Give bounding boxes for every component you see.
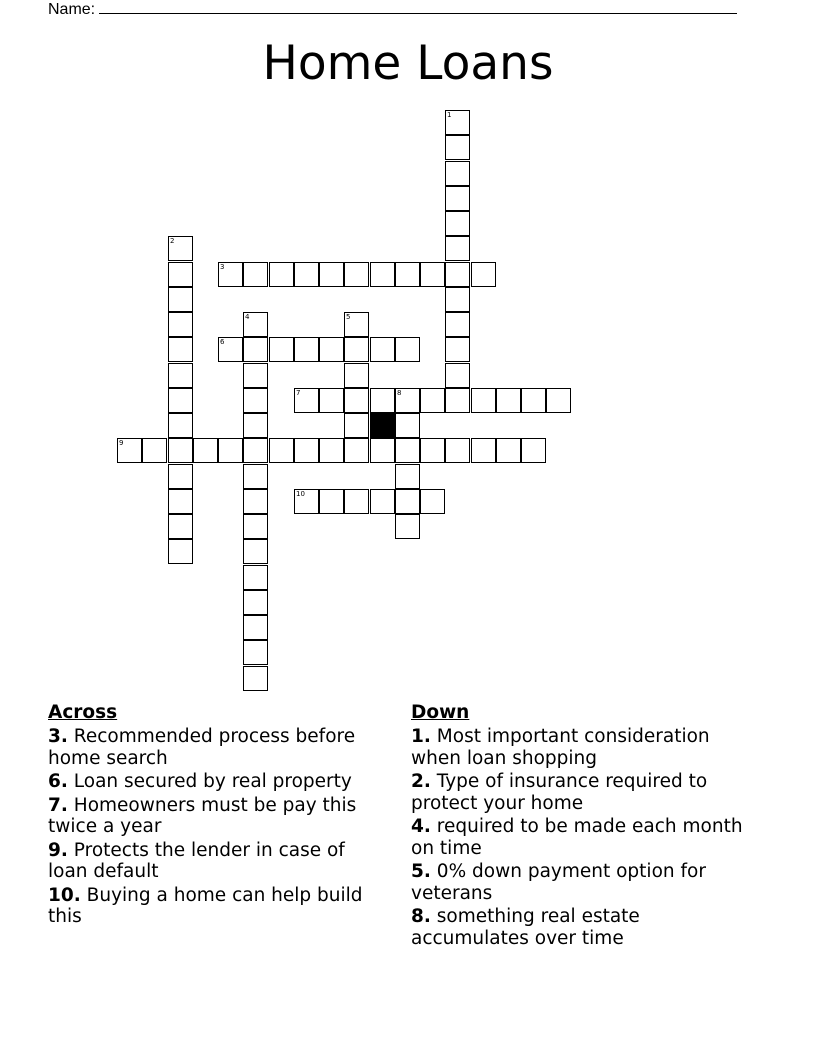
grid-cell[interactable] bbox=[294, 262, 319, 287]
cell-number: 3 bbox=[220, 263, 225, 271]
grid-cell[interactable] bbox=[269, 262, 294, 287]
clue-number: 10. bbox=[48, 884, 81, 906]
clue-text: something real estate accumulates over time bbox=[411, 906, 640, 949]
grid-cell[interactable] bbox=[471, 438, 496, 463]
grid-cell[interactable] bbox=[370, 438, 395, 463]
grid-cell[interactable] bbox=[420, 489, 445, 514]
grid-cell[interactable] bbox=[243, 438, 268, 463]
clue-text: Loan secured by real property bbox=[73, 771, 352, 792]
grid-cell[interactable] bbox=[218, 262, 243, 287]
grid-cell[interactable] bbox=[344, 413, 369, 438]
grid-cell[interactable] bbox=[243, 363, 268, 388]
grid-cell[interactable] bbox=[445, 110, 470, 135]
cell-number: 9 bbox=[119, 439, 124, 447]
grid-cell[interactable] bbox=[344, 363, 369, 388]
clue-text: Protects the lender in case of loan default bbox=[48, 839, 345, 882]
clue-text: Type of insurance required to protect your home bbox=[411, 771, 708, 814]
grid-cell[interactable] bbox=[420, 388, 445, 413]
clue-down-5 bbox=[411, 861, 751, 904]
grid-cell[interactable] bbox=[218, 438, 243, 463]
clue-across-10 bbox=[48, 885, 388, 928]
clue-text: Homeowners must be pay this twice a year bbox=[48, 794, 357, 837]
grid-cell[interactable] bbox=[344, 388, 369, 413]
grid-cell[interactable] bbox=[168, 539, 193, 564]
clue-number: 3. bbox=[48, 726, 68, 747]
grid-cell[interactable] bbox=[344, 312, 369, 337]
clue-number: 6. bbox=[48, 771, 68, 792]
grid-cell[interactable] bbox=[395, 413, 420, 438]
grid-cell[interactable] bbox=[395, 262, 420, 287]
clue-number: 2. bbox=[411, 771, 431, 792]
clue-text: required to be made each month on time bbox=[411, 816, 743, 859]
grid-cell[interactable] bbox=[445, 161, 470, 186]
grid-cell[interactable] bbox=[294, 438, 319, 463]
clue-down-4 bbox=[411, 816, 751, 859]
clue-across-9 bbox=[48, 840, 388, 883]
grid-cell[interactable] bbox=[243, 590, 268, 615]
grid-cell[interactable] bbox=[168, 438, 193, 463]
clue-across-3 bbox=[48, 726, 388, 769]
clue-text: Buying a home can help build this bbox=[48, 884, 363, 927]
grid-cell[interactable] bbox=[344, 337, 369, 362]
grid-cell[interactable] bbox=[471, 262, 496, 287]
across-heading: Across bbox=[48, 702, 118, 723]
grid-cell[interactable] bbox=[370, 489, 395, 514]
grid-cell[interactable] bbox=[420, 438, 445, 463]
grid-cell[interactable] bbox=[521, 388, 546, 413]
grid-cell[interactable] bbox=[243, 514, 268, 539]
grid-cell[interactable] bbox=[445, 262, 470, 287]
grid-cell[interactable] bbox=[243, 464, 268, 489]
grid-cell[interactable] bbox=[521, 438, 546, 463]
grid-cell[interactable] bbox=[168, 287, 193, 312]
grid-cell[interactable] bbox=[168, 514, 193, 539]
grid-cell[interactable] bbox=[243, 666, 268, 691]
grid-cell[interactable] bbox=[243, 565, 268, 590]
grid-cell[interactable] bbox=[344, 489, 369, 514]
cell-number: 6 bbox=[220, 338, 225, 346]
grid-cell[interactable] bbox=[319, 489, 344, 514]
grid-cell[interactable] bbox=[445, 186, 470, 211]
clue-number: 7. bbox=[48, 794, 68, 816]
cell-number: 1 bbox=[447, 111, 452, 119]
grid-cell[interactable] bbox=[370, 388, 395, 413]
clue-down-1 bbox=[411, 726, 751, 769]
grid-cell[interactable] bbox=[445, 287, 470, 312]
grid-cell[interactable] bbox=[445, 135, 470, 160]
clue-number: 9. bbox=[48, 839, 68, 861]
cell-number: 5 bbox=[346, 313, 351, 321]
grid-cell[interactable] bbox=[420, 262, 445, 287]
grid-cell[interactable] bbox=[395, 438, 420, 463]
grid-cell[interactable] bbox=[445, 211, 470, 236]
clue-across-6 bbox=[48, 771, 388, 793]
grid-cell[interactable] bbox=[395, 337, 420, 362]
cell-number: 10 bbox=[296, 490, 305, 498]
puzzle-title: Home Loans bbox=[262, 36, 554, 91]
grid-cell[interactable] bbox=[319, 337, 344, 362]
grid-cell[interactable] bbox=[168, 236, 193, 261]
grid-cell[interactable] bbox=[546, 388, 571, 413]
clue-down-2 bbox=[411, 771, 751, 814]
grid-cell[interactable] bbox=[168, 312, 193, 337]
grid-cell[interactable] bbox=[496, 438, 521, 463]
grid-cell[interactable] bbox=[294, 337, 319, 362]
grid-cell[interactable] bbox=[269, 337, 294, 362]
clue-across-7 bbox=[48, 795, 388, 838]
down-clues bbox=[411, 702, 751, 949]
grid-cell[interactable] bbox=[243, 615, 268, 640]
grid-cell[interactable] bbox=[319, 438, 344, 463]
grid-cell[interactable] bbox=[269, 438, 294, 463]
cell-number: 8 bbox=[397, 389, 402, 397]
grid-cell[interactable] bbox=[445, 236, 470, 261]
clue-text: Most important consideration when loan shopping bbox=[411, 726, 710, 769]
grid-cell[interactable] bbox=[168, 388, 193, 413]
clue-text: 0% down payment option for veterans bbox=[411, 861, 706, 904]
grid-cell[interactable] bbox=[243, 640, 268, 665]
grid-cell[interactable] bbox=[142, 438, 167, 463]
grid-cell[interactable] bbox=[395, 464, 420, 489]
cell-number: 2 bbox=[170, 237, 175, 245]
clue-down-8 bbox=[411, 906, 751, 949]
grid-cell[interactable] bbox=[445, 337, 470, 362]
grid-cell[interactable] bbox=[370, 262, 395, 287]
grid-cell[interactable] bbox=[168, 413, 193, 438]
cell-number: 7 bbox=[296, 389, 301, 397]
grid-cell[interactable] bbox=[294, 489, 319, 514]
grid-cell[interactable] bbox=[445, 363, 470, 388]
grid-cell[interactable] bbox=[319, 388, 344, 413]
name-label: Name: bbox=[48, 1, 96, 18]
grid-cell[interactable] bbox=[168, 262, 193, 287]
grid-cell[interactable] bbox=[395, 514, 420, 539]
grid-cell[interactable] bbox=[243, 489, 268, 514]
grid-cell[interactable] bbox=[243, 337, 268, 362]
cell-number: 4 bbox=[245, 313, 250, 321]
grid-cell[interactable] bbox=[370, 337, 395, 362]
blocked-cell bbox=[370, 413, 395, 438]
clue-text: Recommended process before home search bbox=[48, 726, 356, 769]
clue-number: 4. bbox=[411, 816, 431, 837]
grid-cell[interactable] bbox=[319, 262, 344, 287]
grid-cell[interactable] bbox=[243, 539, 268, 564]
grid-cell[interactable] bbox=[243, 388, 268, 413]
clue-number: 1. bbox=[411, 726, 431, 747]
grid-cell[interactable] bbox=[168, 464, 193, 489]
grid-cell[interactable] bbox=[344, 262, 369, 287]
grid-cell[interactable] bbox=[117, 438, 142, 463]
grid-cell[interactable] bbox=[168, 363, 193, 388]
clue-number: 8. bbox=[411, 906, 431, 927]
grid-cell[interactable] bbox=[395, 489, 420, 514]
grid-cell[interactable] bbox=[445, 388, 470, 413]
grid-cell[interactable] bbox=[445, 312, 470, 337]
down-heading: Down bbox=[411, 702, 470, 723]
grid-cell[interactable] bbox=[471, 388, 496, 413]
grid-cell[interactable] bbox=[168, 489, 193, 514]
grid-cell[interactable] bbox=[445, 438, 470, 463]
grid-cell[interactable] bbox=[294, 388, 319, 413]
grid-cell[interactable] bbox=[193, 438, 218, 463]
grid-cell[interactable] bbox=[496, 388, 521, 413]
grid-cell[interactable] bbox=[243, 312, 268, 337]
clue-number: 5. bbox=[411, 861, 431, 882]
grid-cell[interactable] bbox=[218, 337, 243, 362]
grid-cell[interactable] bbox=[168, 337, 193, 362]
grid-cell[interactable] bbox=[344, 438, 369, 463]
grid-cell[interactable] bbox=[243, 413, 268, 438]
grid-cell[interactable] bbox=[395, 388, 420, 413]
across-clues bbox=[48, 702, 388, 928]
grid-cell[interactable] bbox=[243, 262, 268, 287]
